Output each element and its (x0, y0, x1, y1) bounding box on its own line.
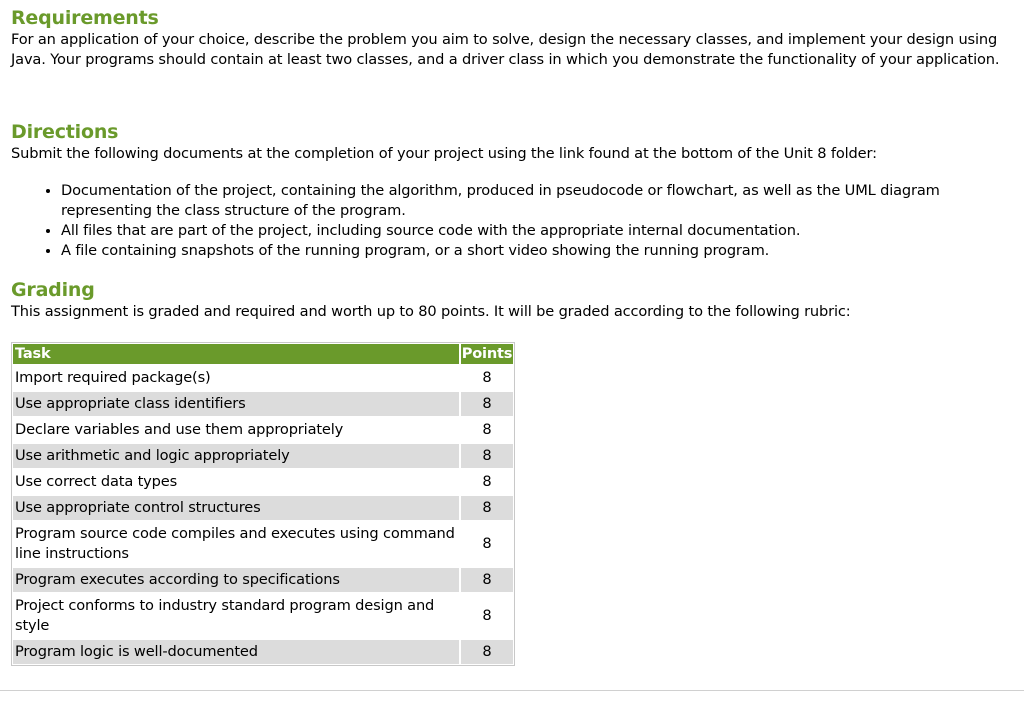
directions-item-documentation: • Documentation of the project, containing the algorithm, produced in pseudocode or flowchart, as well as the UML diagram representing the class structure of the program. (61, 181, 961, 221)
rubric-points-cell: 8 (459, 522, 513, 566)
table-row (13, 496, 513, 520)
directions-item-source-files: • All files that are part of the project, including source code with the appropriate internal documentation. (61, 221, 961, 241)
rubric-points-cell: 8 (459, 640, 513, 664)
requirements-body: For an application of your choice, describe the problem you aim to solve, design the necessary classes, and implement your design using Java. Your programs should contain at least two classes, and a driver class in which you demonstrate the functionality of your application. (11, 31, 1000, 68)
rubric-header-row (13, 344, 513, 364)
rubric-points-cell: 8 (459, 392, 513, 416)
table-row (13, 444, 513, 468)
table-row (13, 366, 513, 390)
rubric-task-cell: Declare variables and use them appropriately (13, 418, 459, 442)
rubric-points-cell: 8 (459, 568, 513, 592)
directions-item-snapshots: • A file containing snapshots of the running program, or a short video showing the running program. (61, 241, 961, 261)
rubric-task-cell: Program logic is well-documented (13, 640, 459, 664)
rubric-task-cell: Project conforms to industry standard program design and style (13, 594, 459, 638)
rubric-points-cell: 8 (459, 418, 513, 442)
rubric-points-cell: 8 (459, 366, 513, 390)
rubric-task-cell: Use arithmetic and logic appropriately (13, 444, 459, 468)
table-row (13, 418, 513, 442)
bottom-divider (0, 690, 1024, 691)
grading-intro: This assignment is graded and required and worth up to 80 points. It will be graded according to the following rubric: (11, 303, 851, 320)
requirements-heading: Requirements (11, 7, 159, 29)
rubric-table-container (11, 342, 515, 666)
rubric-header-points: Points (459, 344, 513, 364)
rubric-header-task: Task (13, 344, 459, 364)
table-row (13, 594, 513, 638)
assignment-page (11, 6, 1016, 666)
directions-intro: Submit the following documents at the completion of your project using the link found at the bottom of the Unit 8 folder: (11, 145, 877, 162)
rubric-points-cell: 8 (459, 470, 513, 494)
directions-list (11, 181, 1016, 261)
grading-heading: Grading (11, 279, 95, 301)
table-row (13, 470, 513, 494)
rubric-table (13, 342, 513, 666)
rubric-task-cell: Use appropriate class identifiers (13, 392, 459, 416)
rubric-task-cell: Program source code compiles and executes using command line instructions (13, 522, 459, 566)
table-row (13, 522, 513, 566)
rubric-task-cell: Import required package(s) (13, 366, 459, 390)
table-row (13, 640, 513, 664)
rubric-task-cell: Use appropriate control structures (13, 496, 459, 520)
table-row (13, 392, 513, 416)
rubric-points-cell: 8 (459, 496, 513, 520)
rubric-points-cell: 8 (459, 444, 513, 468)
table-row (13, 568, 513, 592)
rubric-points-cell: 8 (459, 594, 513, 638)
rubric-task-cell: Use correct data types (13, 470, 459, 494)
directions-heading: Directions (11, 121, 119, 143)
rubric-task-cell: Program executes according to specifications (13, 568, 459, 592)
